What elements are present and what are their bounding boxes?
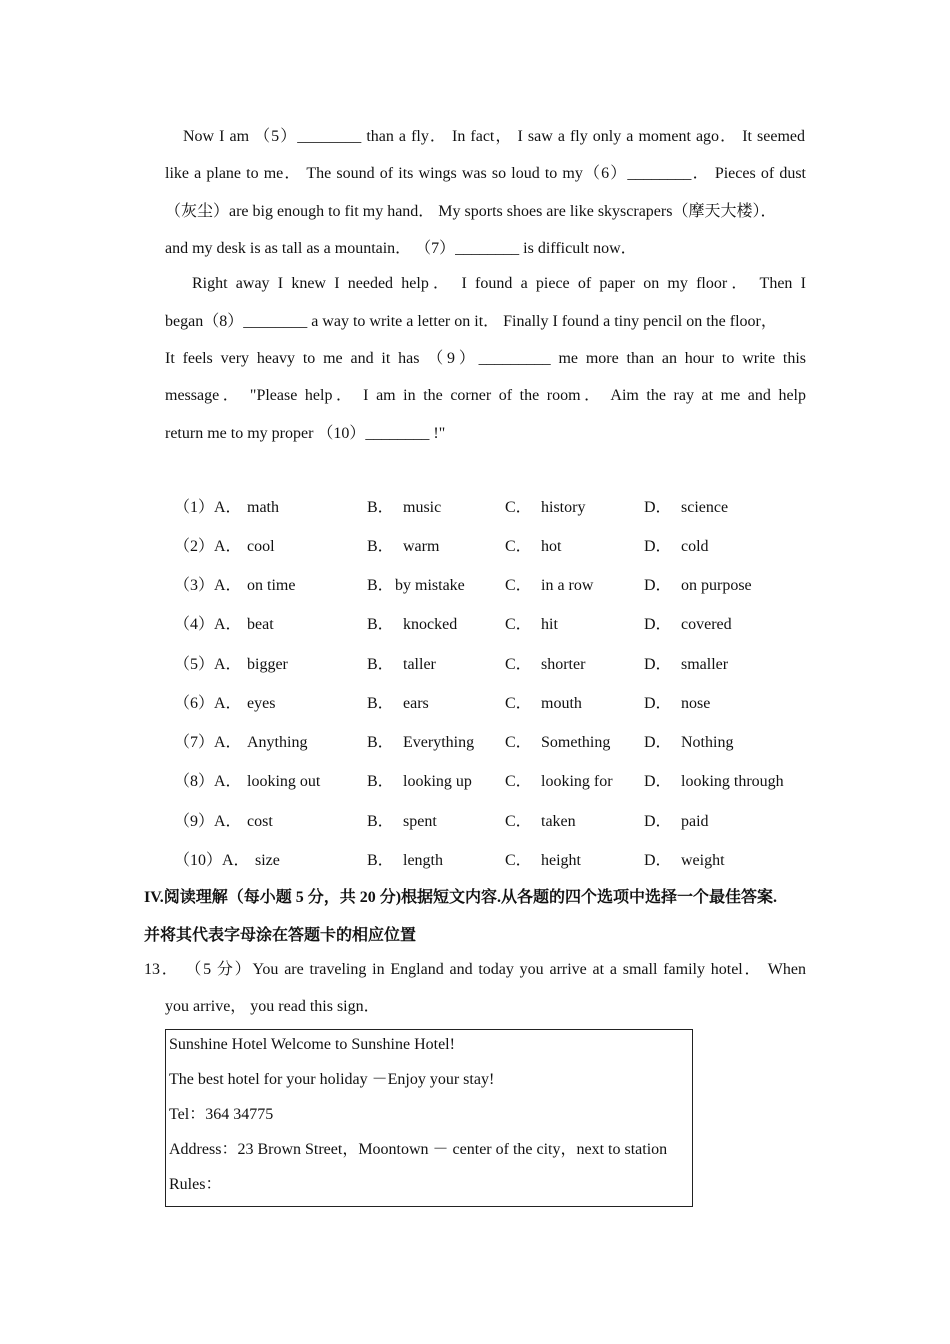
option-row [174, 851, 814, 871]
option-a: beat [247, 616, 274, 633]
option-b: by mistake [395, 577, 465, 594]
section-heading-line-2: 并将其代表字母涂在答题卡的相应位置 [144, 927, 417, 944]
option-d: on purpose [681, 577, 752, 594]
sign-line-rules: Rules： [169, 1176, 222, 1193]
option-d: nose [681, 695, 711, 712]
option-c: Something [541, 734, 611, 751]
option-number: （5）A． [174, 656, 242, 673]
question-13-line-1: 13． （5 分）You are traveling in England and today you arrive at a small family hotel． When [144, 961, 806, 978]
passage-line-2: like a plane to me． The sound of its wings was so loud to my（6）________． Pieces of dust [165, 165, 806, 182]
option-b-letter: B． [367, 773, 394, 790]
option-c-letter: C． [505, 656, 532, 673]
option-d: Nothing [681, 734, 734, 751]
option-b-letter: B． [367, 852, 394, 869]
option-b: ears [403, 695, 429, 712]
option-number: （2）A． [174, 538, 242, 555]
option-d-letter: D． [644, 773, 672, 790]
option-c: mouth [541, 695, 582, 712]
option-c: looking for [541, 773, 613, 790]
option-b-letter: B． [367, 813, 394, 830]
option-d-letter: D． [644, 499, 672, 516]
option-d-letter: D． [644, 813, 672, 830]
option-number: （9）A． [174, 813, 242, 830]
option-c-letter: C． [505, 499, 532, 516]
option-d: cold [681, 538, 709, 555]
option-d-letter: D． [644, 734, 672, 751]
option-number: （3）A． [174, 577, 242, 594]
passage-line-9: return me to my proper （10）________ !" [165, 425, 446, 442]
option-row [174, 537, 814, 557]
option-c: height [541, 852, 581, 869]
option-number: （8）A． [174, 773, 242, 790]
sign-line-address: Address：23 Brown Street，Moontown － center of the city，next to station [169, 1141, 668, 1158]
option-b-letter: B． [367, 656, 394, 673]
option-d: paid [681, 813, 709, 830]
option-row [174, 615, 814, 635]
option-a: looking out [247, 773, 321, 790]
option-b: knocked [403, 616, 458, 633]
option-row [174, 733, 814, 753]
option-d-letter: D． [644, 695, 672, 712]
option-c-letter: C． [505, 577, 532, 594]
sign-line-slogan: The best hotel for your holiday －Enjoy your stay! [169, 1071, 495, 1088]
option-c-letter: C． [505, 695, 532, 712]
option-d-letter: D． [644, 656, 672, 673]
option-d: weight [681, 852, 725, 869]
option-d: smaller [681, 656, 729, 673]
option-a: cool [247, 538, 275, 555]
option-c: hit [541, 616, 558, 633]
option-c: taken [541, 813, 576, 830]
option-b: warm [403, 538, 440, 555]
passage-line-7: It feels very heavy to me and it has （9）_________ me more than an hour to write this [165, 350, 806, 367]
option-d-letter: D． [644, 577, 672, 594]
option-number: （4）A． [174, 616, 242, 633]
option-b-letter: B． [367, 616, 394, 633]
option-number: （1）A． [174, 499, 242, 516]
option-d-letter: D． [644, 616, 672, 633]
passage-line-3: （灰尘）are big enough to fit my hand． My sports shoes are like skyscrapers（摩天大楼）． [165, 203, 777, 220]
sign-line-title: Sunshine Hotel Welcome to Sunshine Hotel! [169, 1036, 455, 1053]
option-c-letter: C． [505, 773, 532, 790]
option-b: looking up [403, 773, 472, 790]
sign-line-tel: Tel：364 34775 [169, 1106, 274, 1123]
option-b: music [403, 499, 442, 516]
option-number: （10）A． [174, 852, 250, 869]
option-a: cost [247, 813, 273, 830]
option-d: science [681, 499, 729, 516]
passage-line-8: message． "Please help． I am in the corner of the room． Aim the ray at me and help [165, 387, 806, 404]
option-c: in a row [541, 577, 594, 594]
option-c: history [541, 499, 586, 516]
hotel-sign [165, 1029, 693, 1207]
option-row [174, 694, 814, 714]
option-row [174, 576, 814, 596]
option-b-letter: B． [367, 577, 394, 594]
option-a: size [255, 852, 280, 869]
option-b-letter: B． [367, 695, 394, 712]
option-c-letter: C． [505, 813, 532, 830]
option-b-letter: B． [367, 734, 394, 751]
option-c-letter: C． [505, 538, 532, 555]
option-d-letter: D． [644, 852, 672, 869]
option-c-letter: C． [505, 852, 532, 869]
option-row [174, 498, 814, 518]
option-a: eyes [247, 695, 276, 712]
option-number: （6）A． [174, 695, 242, 712]
option-b: Everything [403, 734, 475, 751]
option-row [174, 772, 814, 792]
option-a: math [247, 499, 279, 516]
passage-line-1: Now I am （5）________ than a fly． In fact， I saw a fly only a moment ago． It seemed [183, 128, 805, 145]
option-number: （7）A． [174, 734, 242, 751]
passage-line-4: and my desk is as tall as a mountain． （7）________ is difficult now． [165, 240, 637, 257]
passage-line-6: began（8）________ a way to write a letter on it． Finally I found a tiny pencil on the floor， [165, 313, 777, 330]
option-c-letter: C． [505, 616, 532, 633]
option-c-letter: C． [505, 734, 532, 751]
option-b-letter: B． [367, 538, 394, 555]
option-a: Anything [247, 734, 308, 751]
option-b: length [403, 852, 443, 869]
section-heading-line-1: IV.阅读理解（每小题 5 分，共 20 分)根据短文内容.从各题的四个选项中选择一个最佳答案. [144, 889, 778, 906]
option-c: hot [541, 538, 562, 555]
option-b-letter: B． [367, 499, 394, 516]
option-a: bigger [247, 656, 288, 673]
option-a: on time [247, 577, 296, 594]
option-d: covered [681, 616, 732, 633]
option-d-letter: D． [644, 538, 672, 555]
option-row [174, 655, 814, 675]
option-c: shorter [541, 656, 586, 673]
passage-line-5: Right away I knew I needed help． I found a piece of paper on my floor． Then I [192, 275, 806, 292]
option-row [174, 812, 814, 832]
question-13-line-2: you arrive， you read this sign． [165, 998, 380, 1015]
option-d: looking through [681, 773, 784, 790]
option-b: taller [403, 656, 436, 673]
option-b: spent [403, 813, 437, 830]
